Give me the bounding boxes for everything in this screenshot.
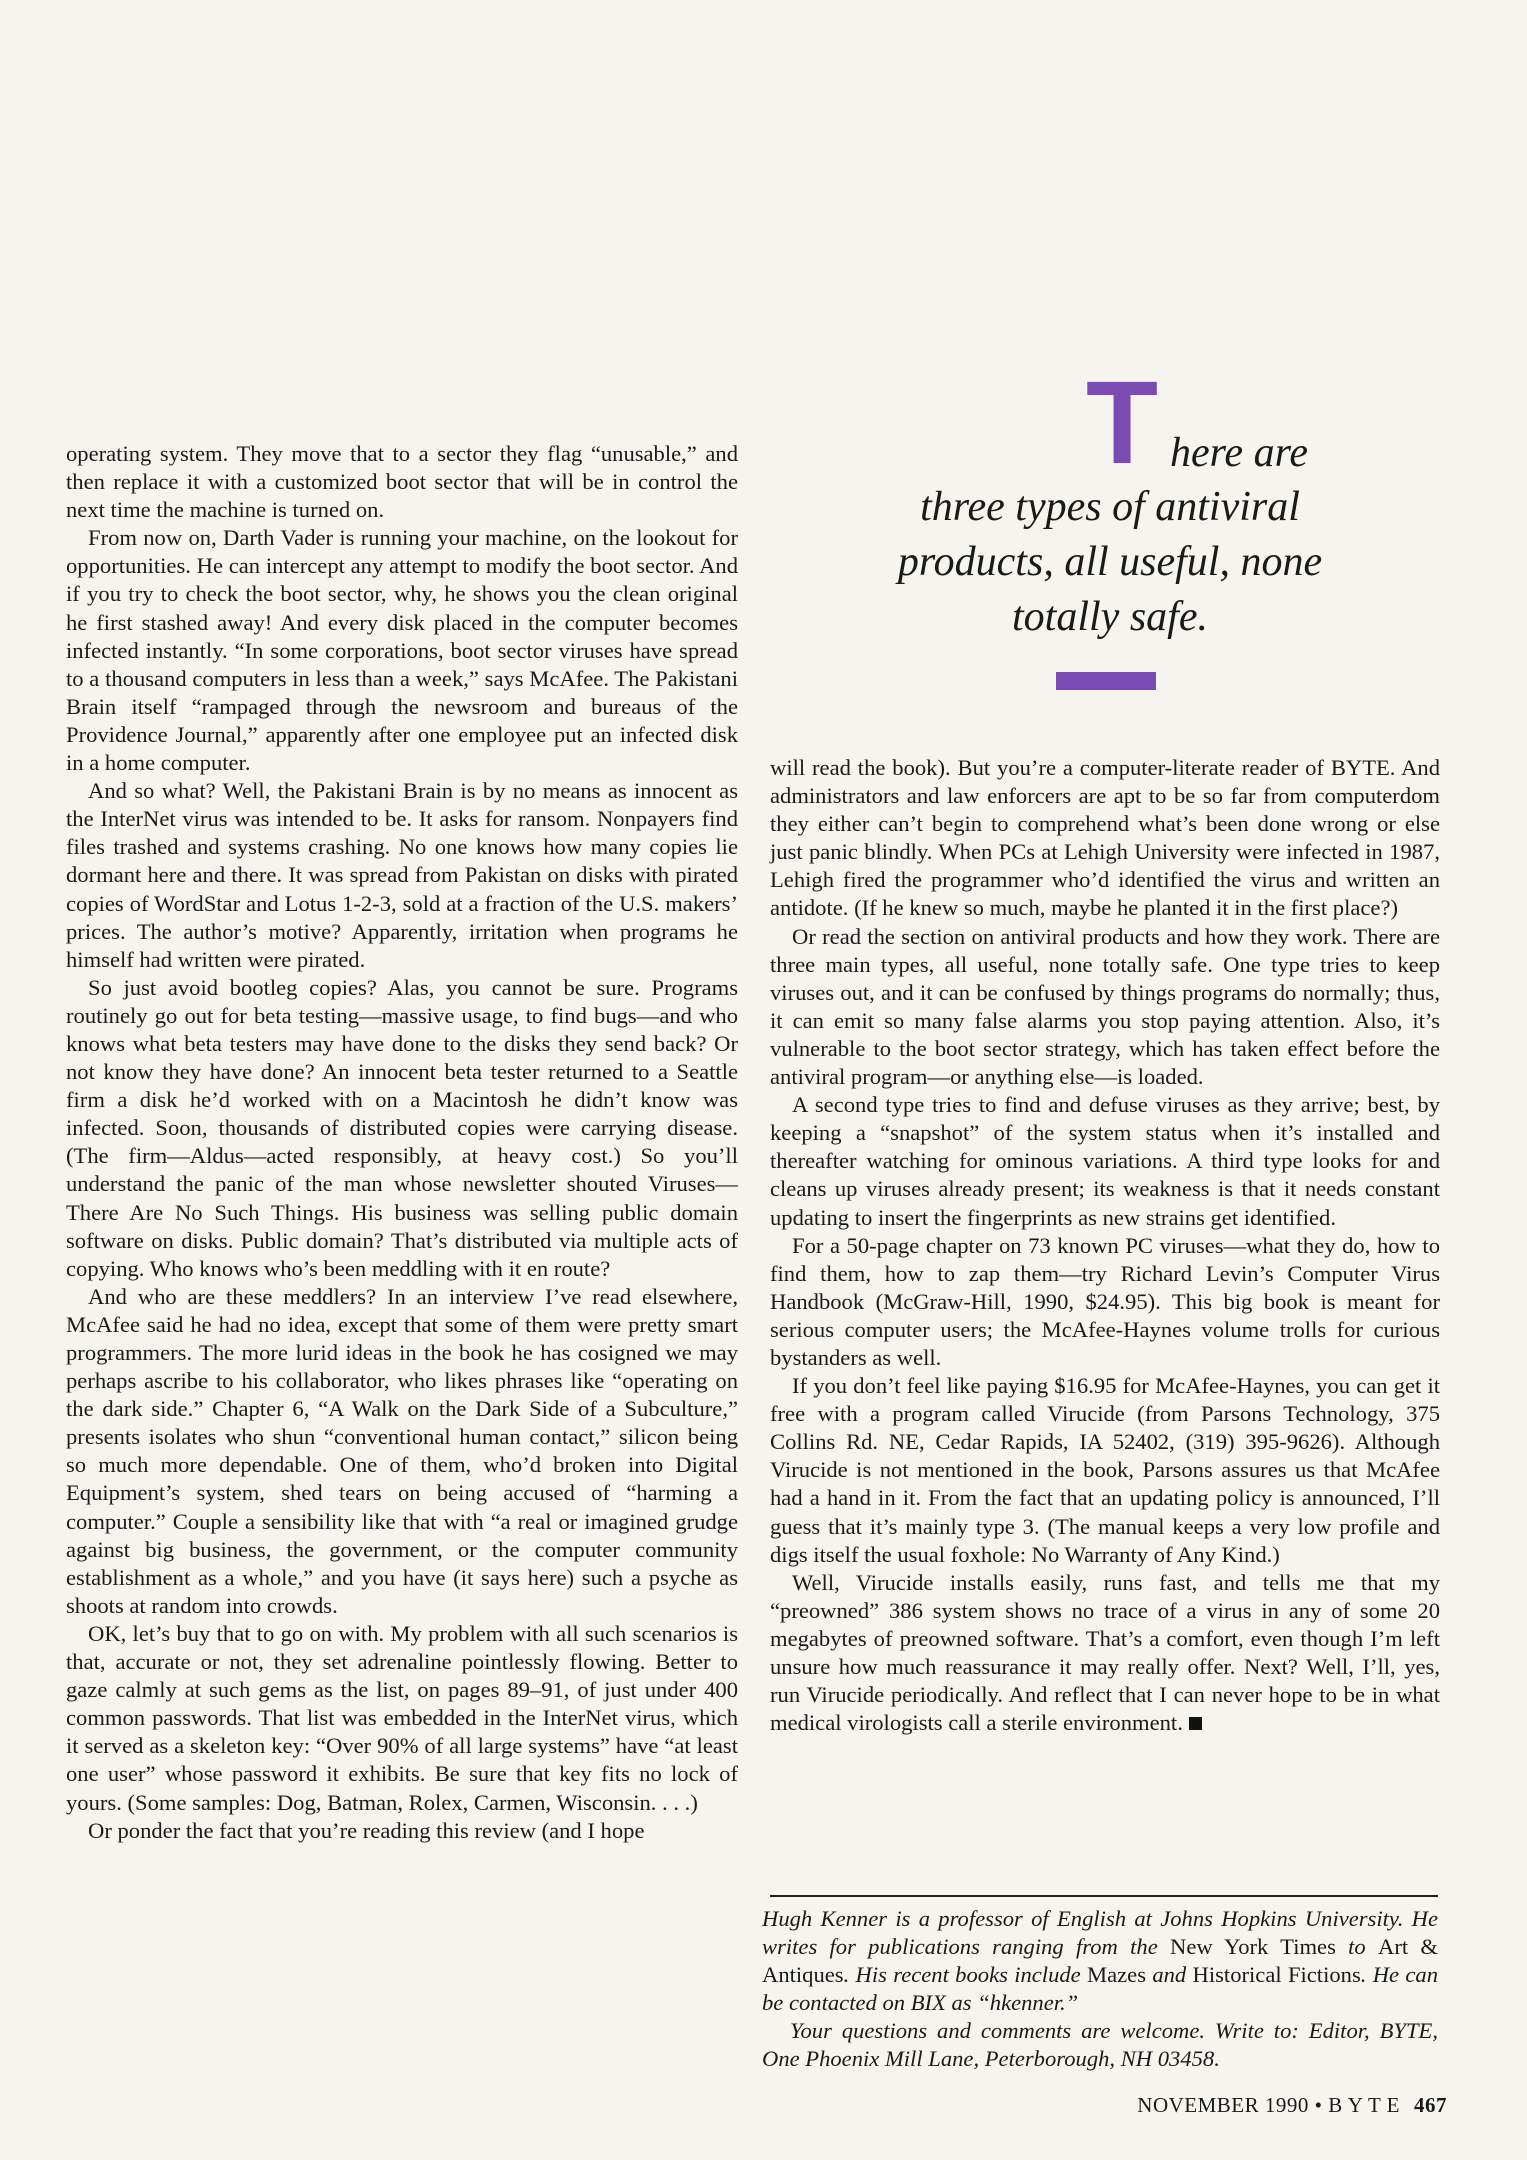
pull-quote-dropcap: T bbox=[1086, 357, 1159, 489]
body-paragraph: operating system. They move that to a sector they flag “unusable,” and then replace it with a customized boot sector that will be in control the next time the machine is turned on. bbox=[66, 441, 738, 523]
author-bio bbox=[762, 1905, 1438, 2074]
body-paragraph: Or read the section on antiviral products and how they work. There are three main types, all useful, none totally safe. One type tries to keep viruses out, and it can be confused by things programs do normally; thus, it can emit so many false alarms you stop paying attention. Also, it’s vulnerable to the boot sector strategy, which has taken effect before the antiviral program—or anything else—is loaded. bbox=[770, 923, 1440, 1090]
pull-quote-bar bbox=[1056, 672, 1156, 690]
body-paragraph: From now on, Darth Vader is running your machine, on the lookout for opportunities. He can intercept any attempt to modify the boot sector. And if you try to check the boot sector, why, he shows you the clean original he first stashed away! And every disk placed in the computer becomes infected instantly. “In some corporations, boot sector viruses have spread to a thousand computers in less than a week,” says McAfee. The Pakistani Brain itself “rampaged through the newsroom and bureaus of the Providence Journal,” apparently after one employee put an infected disk in a home computer. bbox=[66, 525, 738, 776]
left-column bbox=[66, 440, 738, 1845]
body-paragraph: Well, Virucide installs easily, runs fast, and tells me that my “preowned” 386 system shows no trace of a virus in any of some 20 megabytes of preowned software. That’s a comfort, even though I’m left unsure how much reassurance it may really offer. Next? Well, I’ll, yes, run Virucide periodically. And reflect that I can never hope to be in what medical virologists call a sterile environment. bbox=[770, 1569, 1440, 1736]
contact-paragraph: Your questions and comments are welcome. Write to: Editor, BYTE, One Phoenix Mill Lane, Peterborough, NH 03458. bbox=[762, 2018, 1438, 2072]
body-paragraph: Or ponder the fact that you’re reading this review (and I hope bbox=[88, 1817, 645, 1843]
bio-paragraph: Hugh Kenner is a professor of English at Johns Hopkins University. He writes for publications ranging from the New York Times to Art & Antiques. His recent books include Mazes and Historical Fictions. He can be contacted on BIX as “hkenner.” bbox=[762, 1906, 1439, 2016]
body-paragraph: So just avoid bootleg copies? Alas, you cannot be sure. Programs routinely go out for beta testing—massive usage, to find bugs—and who knows what beta testers may have done to the disks they send back? Or not know they have done? An innocent beta tester returned to a Seattle firm a disk he’d worked with on a Macintosh he didn’t know was infected. Soon, thousands of distributed copies were carrying disease. (The firm—Aldus—acted responsibly, at heavy cost.) So you’ll understand the panic of the man whose newsletter shouted Viruses—There Are No Such Things. His business was selling public domain software on disks. Public domain? That’s distributed via multiple acts of copying. Who knows who’s been meddling with it en route? bbox=[66, 974, 738, 1281]
page-footer bbox=[1137, 2092, 1447, 2118]
footer-issue: NOVEMBER 1990 • B Y T E bbox=[1137, 2093, 1400, 2117]
pull-quote-text: three types of antiviral products, all useful, none totally safe. bbox=[897, 484, 1323, 640]
body-paragraph: If you don’t feel like paying $16.95 for McAfee-Haynes, you can get it free with a program called Virucide (from Parsons Technology, 375 Collins Rd. NE, Cedar Rapids, IA 52402, (319) 395-9626). Although Virucide is not mentioned in the book, Parsons assures us that McAfee had a hand in it. From the fact that an updating policy is announced, I’ll guess that it’s mainly type 3. (The manual keeps a very low profile and digs itself the usual foxhole: No Warranty of Any Kind.) bbox=[770, 1373, 1440, 1567]
right-column bbox=[770, 754, 1440, 1737]
body-paragraph: For a 50-page chapter on 73 known PC viruses—what they do, how to find them, how to zap them—try Richard Levin’s Computer Virus Handbook (McGraw-Hill, 1990, $24.95). This big book is meant for serious computer users; the McAfee-Haynes volume trolls for curious bystanders as well. bbox=[770, 1232, 1440, 1370]
pull-quote-line1: here are bbox=[1170, 430, 1308, 476]
end-mark-icon bbox=[1189, 1717, 1202, 1730]
body-paragraph: OK, let’s buy that to go on with. My problem with all such scenarios is that, accurate or not, they set adrenaline pointlessly flowing. Better to gaze calmly at such gems as the list, on pages 89–91, of just under 400 common passwords. That list was embedded in the InterNet virus, which it served as a skeleton key: “Over 90% of all large systems” have “at least one user” whose password it exhibits. Be sure that key fits no lock of yours. (Some samples: Dog, Batman, Rolex, Carmen, Wisconsin. . . .) bbox=[66, 1620, 738, 1815]
bio-divider bbox=[770, 1895, 1438, 1897]
body-paragraph: will read the book). But you’re a computer-literate reader of BYTE. And administrators and law enforcers are apt to be so far from computerdom they either can’t begin to comprehend what’s been done wrong or else just panic blindly. When PCs at Lehigh University were infected in 1987, Lehigh fired the programmer who’d identified the virus and written an antidote. (If he knew so much, maybe he planted it in the first place?) bbox=[770, 755, 1440, 921]
body-paragraph: And who are these meddlers? In an interview I’ve read elsewhere, McAfee said he had no idea, except that some of them were pretty smart programmers. The more lurid ideas in the book he has cosigned we may perhaps ascribe to his collaborator, who likes phrases like “operating on the dark side.” Chapter 6, “A Walk on the Dark Side of a Subculture,” presents isolates who shun “conventional human contact,” silicon being so much more dependable. One of them, who’d broken into Digital Equipment’s system, shed tears on being accused of “harming a computer.” Couple a sensibility like that with “a real or imagined grudge against big business, the government, or the computer community establishment as a whole,” and you have (it says here) such a psyche as shoots at random into crowds. bbox=[66, 1283, 738, 1618]
body-paragraph: And so what? Well, the Pakistani Brain is by no means as innocent as the InterNet virus was intended to be. It asks for ransom. Nonpayers find files trashed and systems crashing. No one knows how many copies lie dormant here and there. It was spread from Pakistan on disks with pirated copies of WordStar and Lotus 1-2-3, sold at a fraction of the U.S. makers’ prices. The author’s motive? Apparently, irritation when programs he himself had written were pirated. bbox=[66, 778, 738, 972]
page-number: 467 bbox=[1414, 2093, 1447, 2117]
body-paragraph: A second type tries to find and defuse viruses as they arrive; best, by keeping a “snapshot” of the system status when it’s installed and thereafter watching for ominous variations. A third type looks for and cleans up viruses already present; its weakness is that it needs constant updating to insert the fingerprints as new strains get identified. bbox=[770, 1092, 1440, 1230]
